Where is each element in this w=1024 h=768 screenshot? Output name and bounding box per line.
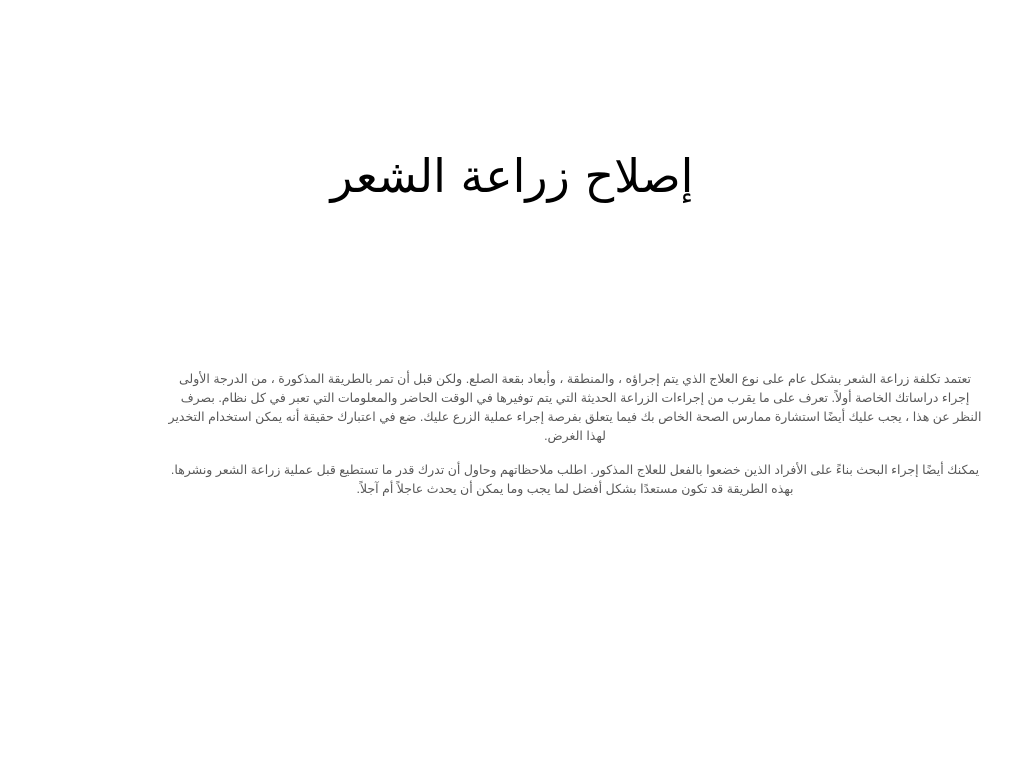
slide-title: إصلاح زراعة الشعر <box>330 149 694 203</box>
slide-body <box>166 370 984 514</box>
body-paragraph-2: يمكنك أيضًا إجراء البحث بناءً على الأفراد الذين خضعوا بالفعل للعلاج المذكور. اطلب ملاحظاتهم وحاول أن تدرك قدر ما تستطيع قبل عملية زراعة الشعر ونشرها. بهذه الطريقة قد تكون مستعدًا بشكل أفضل لما يجب وما يمكن أن يحدث عاجلاً أم آجلاً. <box>170 463 980 496</box>
body-paragraph-1: تعتمد تكلفة زراعة الشعر بشكل عام على نوع العلاج الذي يتم إجراؤه ، والمنطقة ، وأبعاد بقعة الصلع. ولكن قبل أن تمر بالطريقة المذكورة ، من الدرجة الأولى إجراء دراساتك الخاصة أولاً. تعرف على ما يقرب من إجراءات الزراعة الحديثة التي يتم توفيرها في الوقت الحاضر والمعلومات التي تعبر في كل نظام. بصرف النظر عن هذا ، يجب عليك أيضًا استشارة ممارس الصحة الخاص بك فيما يتعلق بفرصة إجراء عملية الزرع عليك. ضع في اعتبارك حقيقة أنه يمكن استخدام التخدير لهذا الغرض. <box>168 372 982 443</box>
